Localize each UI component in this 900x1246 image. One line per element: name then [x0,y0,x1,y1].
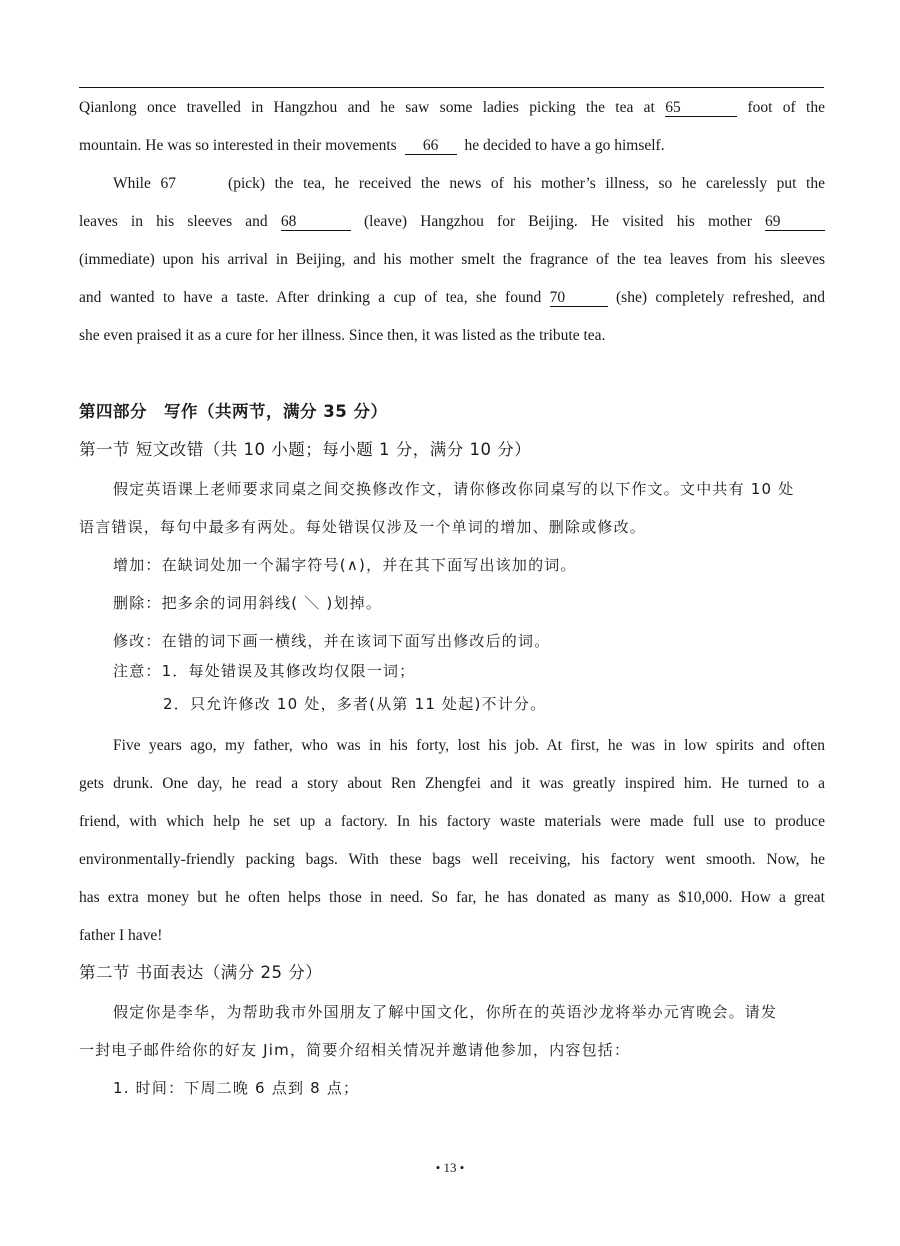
blank-65[interactable]: 65 [665,100,737,117]
instructions-line-1: 假定英语课上老师要求同桌之间交换修改作文，请你修改你同桌写的以下作文。文中共有 10 处 [113,480,795,498]
rule-delete: 删除：把多余的词用斜线( ＼ )划掉。 [113,594,383,612]
passage-line-1: Qianlong once travelled in Hangzhou and he saw some ladies picking the tea at 65 foot of the [79,99,825,116]
passage-line-5: (immediate) upon his arrival in Beijing, and his mother smelt the fragrance of the tea leaves from his sleeves [79,251,825,268]
task-line-2: 一封电子邮件给你的好友 Jim，简要介绍相关情况并邀请他参加，内容包括： [79,1041,631,1059]
note-2: 2．只允许修改 10 处，多者(从第 11 处起)不计分。 [163,695,547,713]
blank-66[interactable]: 66 [405,138,457,155]
essay-line-1: Five years ago, my father, who was in his forty, lost his job. At first, he was in low spirits and often [113,737,825,754]
blank-69[interactable]: 69 [765,214,825,231]
passage-line-4: leaves in his sleeves and 68 (leave) Hangzhou for Beijing. He visited his mother 69 [79,212,825,232]
note-1: 注意：1．每处错误及其修改均仅限一词； [113,662,416,680]
task-line-1: 假定你是李华，为帮助我市外国朋友了解中国文化，你所在的英语沙龙将举办元宵晚会。请发 [113,1003,778,1021]
passage-line-6: and wanted to have a taste. After drinking a cup of tea, she found 70 (she) completely refreshed, and [79,289,825,306]
passage-line-3: While 67 (pick) the tea, he received the news of his mother’s illness, so he carelessly put the [113,175,825,192]
passage-line-2: mountain. He was so interested in their movements 66 he decided to have a go himself. [79,137,665,154]
blank-68[interactable]: 68 [281,214,351,231]
rule-modify: 修改：在错的词下画一横线，并在该词下面写出修改后的词。 [113,632,551,650]
essay-line-6: father I have! [79,927,163,944]
top-rule [79,87,824,88]
passage-line-7: she even praised it as a cure for her illness. Since then, it was listed as the tribute tea. [79,327,606,344]
part-2-title: 第二节 书面表达（满分 25 分） [79,963,323,982]
essay-line-4: environmentally-friendly packing bags. With these bags well receiving, his factory went smooth. Now, he [79,851,825,868]
page-number: • 13 • [435,1160,465,1175]
instructions-line-2: 语言错误，每句中最多有两处。每处错误仅涉及一个单词的增加、删除或修改。 [79,518,647,536]
essay-line-5: has extra money but he often helps those in need. So far, he has donated as many as $10,000. How a great [79,889,825,906]
rule-add: 增加：在缺词处加一个漏字符号(∧)，并在其下面写出该加的词。 [113,556,577,574]
task-item-1: 1. 时间：下周二晚 6 点到 8 点； [113,1079,360,1097]
blank-70[interactable]: 70 [550,290,608,307]
part-1-title: 第一节 短文改错（共 10 小题；每小题 1 分，满分 10 分） [79,440,532,459]
essay-line-2: gets drunk. One day, he read a story about Ren Zhengfei and it was greatly inspired him. He turned to a [79,775,825,792]
blank-67[interactable]: 67 [160,175,176,192]
essay-line-3: friend, with which help he set up a factory. In his factory waste materials were made full use to produce [79,813,825,830]
section-4-title: 第四部分 写作（共两节，满分 35 分） [79,402,388,421]
